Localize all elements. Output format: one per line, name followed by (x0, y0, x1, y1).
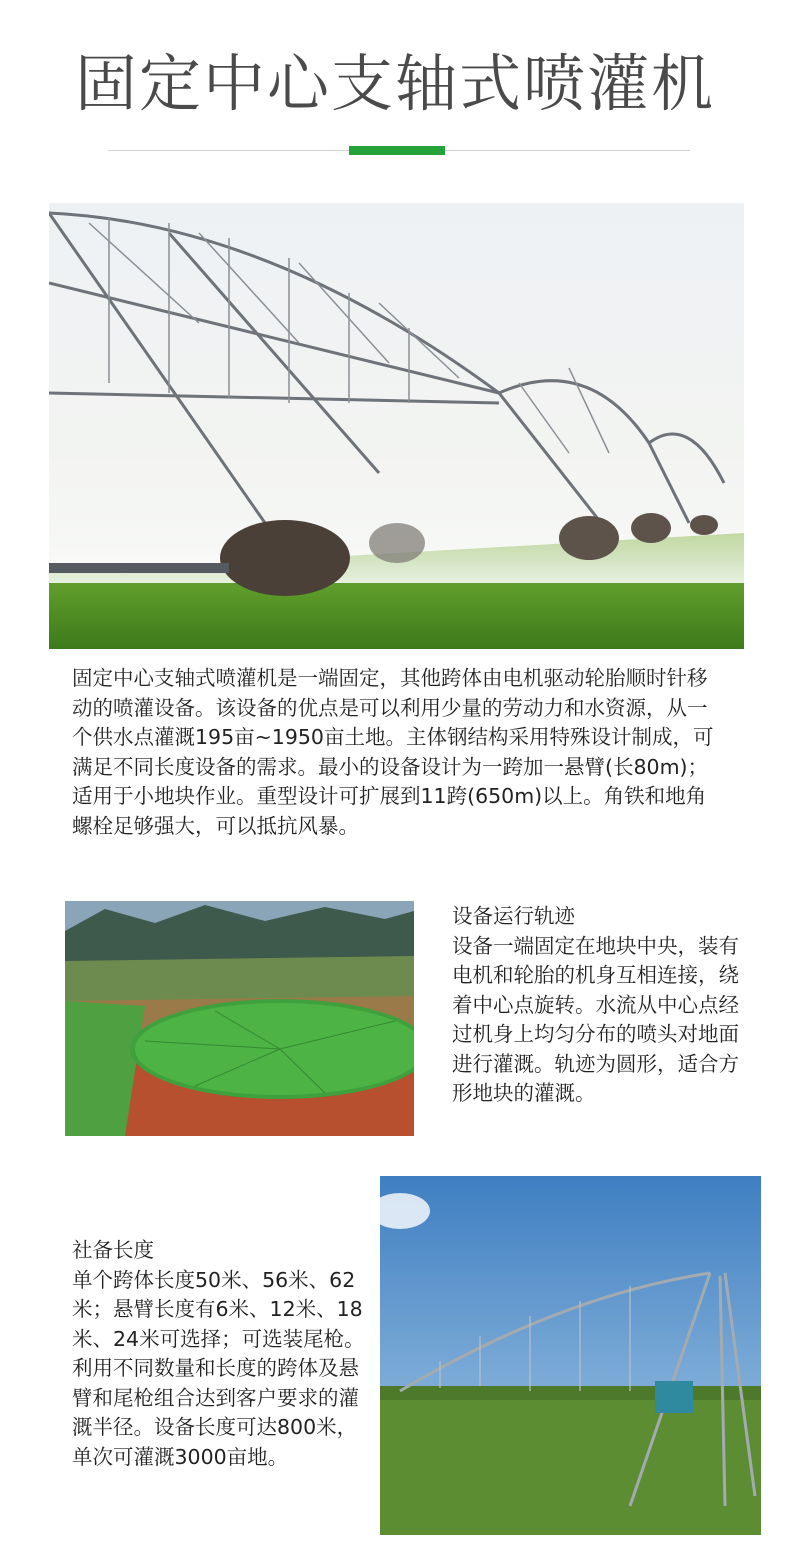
length-paragraph (72, 1236, 372, 1472)
pivot-tower-in-field-photo (380, 1176, 761, 1535)
length-heading: 社备长度 (72, 1238, 154, 1262)
title-accent-bar (349, 146, 445, 155)
intro-paragraph (72, 664, 724, 841)
aerial-circular-field-photo (65, 901, 414, 1136)
track-body: 设备一端固定在地块中央，装有电机和轮胎的机身互相连接，绕着中心点旋转。水流从中心点经过机身上均匀分布的喷头对地面进行灌溉。轨迹为圆形，适合方形地块的灌溉。 (452, 933, 739, 1105)
length-body: 单个跨体长度50米、56米、62米；悬臂长度有6米、12米、18米、24米可选择；可选装尾枪。利用不同数量和长度的跨体及悬臂和尾枪组合达到客户要求的灌溉半径。设备长度可达800米，单次可灌溉3000亩地。 (72, 1267, 365, 1469)
track-paragraph (452, 902, 754, 1109)
track-heading: 设备运行轨迹 (452, 904, 575, 928)
page-title: 固定中心支轴式喷灌机 (74, 47, 715, 120)
center-pivot-irrigation-spraying-photo (49, 203, 744, 649)
intro-body: 固定中心支轴式喷灌机是一端固定，其他跨体由电机驱动轮胎顺时针移动的喷灌设备。该设备的优点是可以利用少量的劳动力和水资源，从一个供水点灌溉195亩~1950亩土地。主体钢结构采用特殊设计制成，可满足不同长度设备的需求。最小的设备设计为一跨加一悬臂(长80m)；适用于小地块作业。重型设计可扩展到11跨(650m)以上。角铁和地角螺栓足够强大，可以抵抗风暴。 (72, 666, 714, 838)
